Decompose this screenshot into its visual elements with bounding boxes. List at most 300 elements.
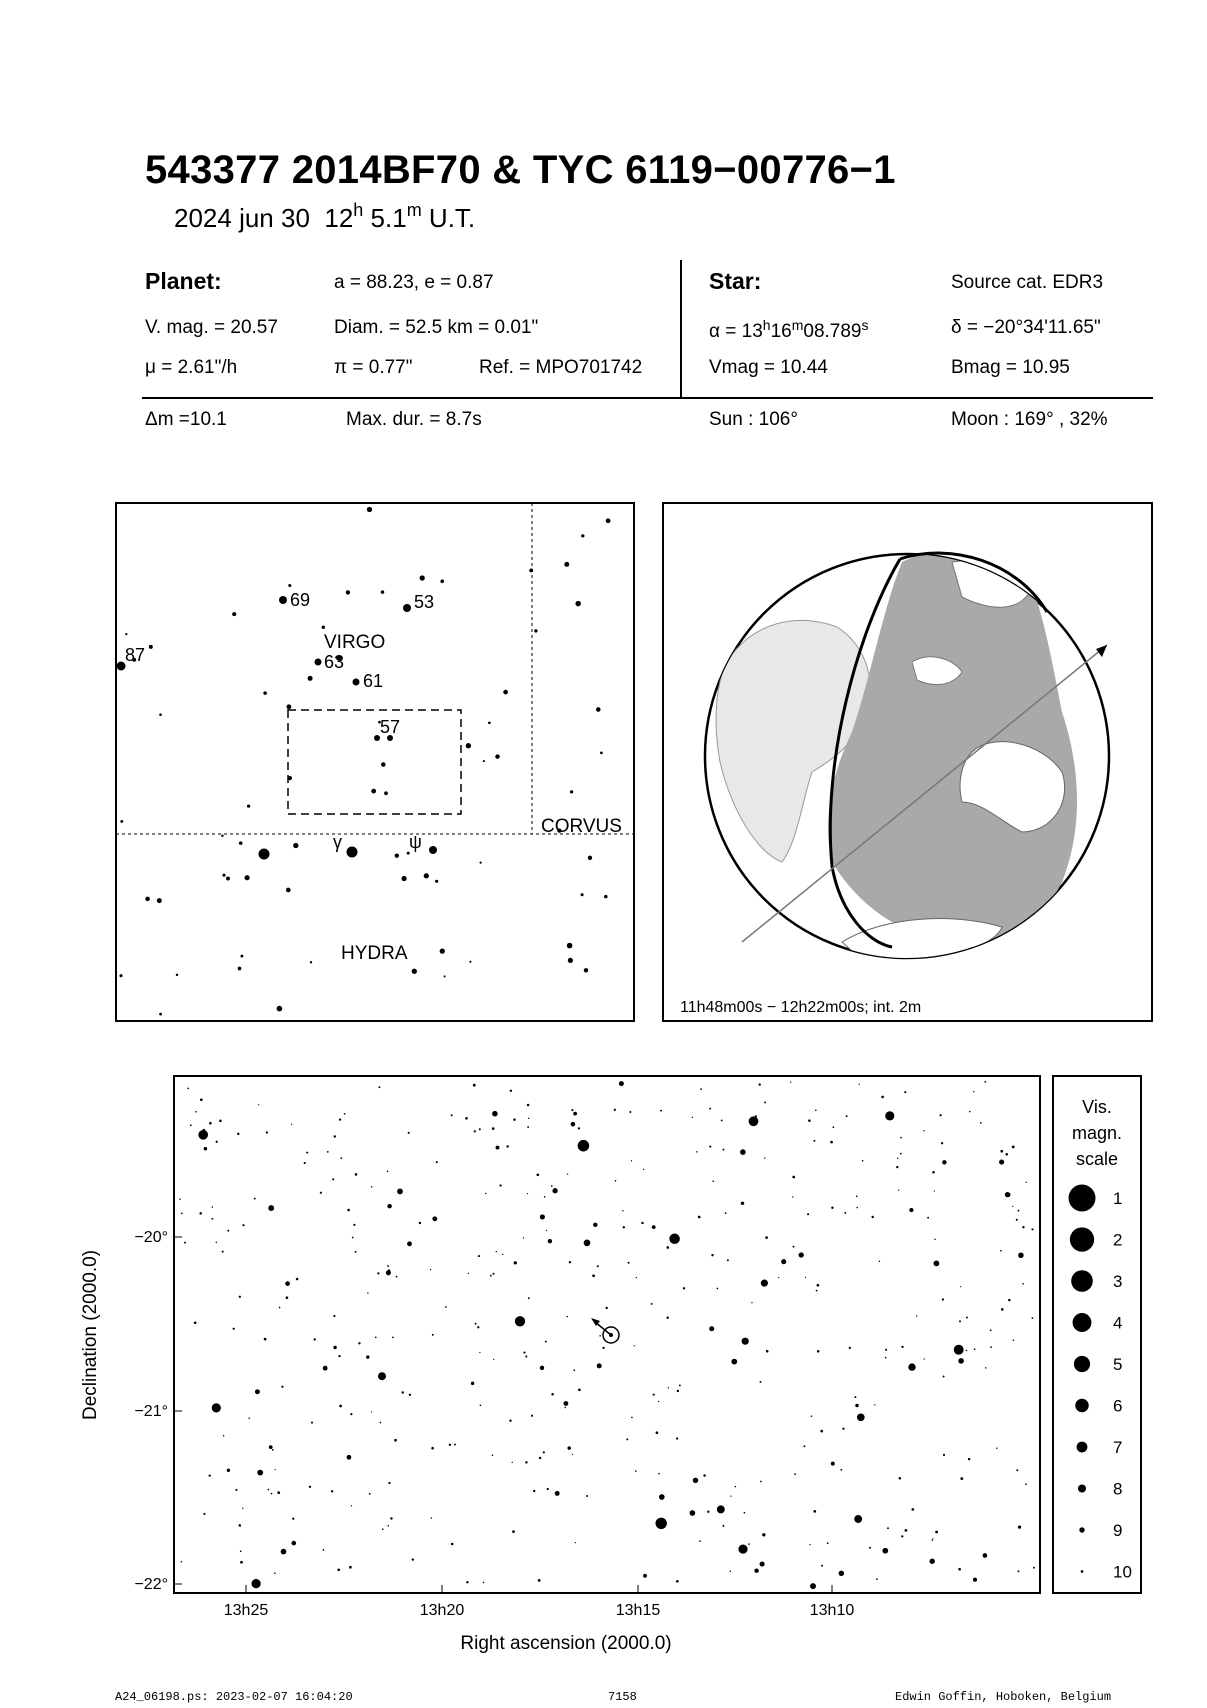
field-star — [882, 1548, 888, 1554]
field-star — [932, 1538, 933, 1539]
finder-star — [412, 969, 417, 974]
field-star — [658, 1473, 660, 1475]
finder-star — [381, 762, 385, 766]
finder-star — [503, 690, 508, 695]
field-star — [748, 1543, 750, 1545]
field-star — [855, 1404, 859, 1408]
planet-orbit: a = 88.23, e = 0.87 — [334, 272, 494, 293]
field-star — [233, 1328, 235, 1330]
finder-star — [120, 820, 123, 823]
field-star — [1022, 1226, 1024, 1228]
field-star — [602, 1347, 604, 1349]
field-star — [966, 1350, 968, 1352]
field-star — [355, 1251, 357, 1253]
field-star — [344, 1113, 346, 1115]
finder-star — [315, 659, 322, 666]
finder-star — [604, 895, 608, 899]
field-star — [578, 1127, 580, 1129]
field-star — [820, 1430, 823, 1433]
field-star — [1033, 1567, 1035, 1569]
finder-star — [232, 612, 236, 616]
field-star — [958, 1358, 964, 1364]
finder-star — [226, 877, 230, 881]
finder-star — [584, 968, 588, 972]
field-star — [523, 1352, 525, 1354]
field-star — [304, 1162, 306, 1164]
magnitude-label: 9 — [1113, 1521, 1123, 1540]
finder-star — [119, 974, 122, 977]
field-star — [980, 1122, 982, 1124]
field-star — [338, 1355, 340, 1357]
field-star — [275, 1469, 276, 1470]
field-star — [514, 1261, 517, 1264]
field-star — [350, 1413, 352, 1415]
field-star — [900, 1137, 902, 1139]
field-star — [629, 1111, 631, 1113]
field-star — [198, 1130, 208, 1140]
field-star — [339, 1405, 342, 1408]
field-star — [209, 1122, 212, 1125]
field-star — [548, 1239, 552, 1243]
field-star — [683, 1287, 685, 1289]
field-star — [436, 1161, 438, 1163]
field-star — [692, 1117, 693, 1118]
sun-elongation: Sun : 106° — [709, 409, 798, 430]
field-star — [668, 1387, 669, 1388]
table-vertical-divider — [680, 260, 682, 397]
ra-minutes: 16 — [770, 321, 792, 342]
field-star — [499, 1184, 501, 1186]
field-star — [277, 1491, 280, 1494]
field-star — [492, 1127, 495, 1130]
field-star — [546, 1230, 547, 1231]
y-tick-label: −22° — [134, 1576, 168, 1593]
field-star — [698, 1216, 701, 1219]
finder-star — [596, 707, 601, 712]
field-star — [696, 1151, 697, 1152]
field-star — [666, 1317, 668, 1319]
field-star — [985, 1367, 987, 1369]
hour-unit: h — [353, 200, 364, 220]
finder-star — [247, 804, 250, 807]
x-tick-label: 13h20 — [419, 1602, 465, 1619]
finder-star — [221, 835, 223, 837]
star-declination: δ = −20°34'11.65" — [951, 317, 1101, 338]
field-star — [496, 1251, 497, 1252]
field-star — [407, 1241, 412, 1246]
field-star — [334, 1135, 336, 1137]
field-star — [760, 1381, 762, 1383]
field-star — [840, 1469, 842, 1471]
field-star — [551, 1393, 554, 1396]
field-star — [958, 1568, 961, 1571]
field-star — [493, 1359, 494, 1360]
field-star — [547, 1488, 549, 1490]
field-star — [506, 1145, 508, 1147]
field-star — [340, 1157, 342, 1159]
field-star — [799, 1252, 804, 1257]
field-star — [390, 1517, 392, 1519]
field-star — [827, 1542, 829, 1544]
field-star — [631, 1417, 633, 1419]
field-star — [387, 1265, 389, 1267]
field-star — [815, 1110, 817, 1112]
field-star — [755, 1115, 757, 1117]
field-star — [219, 1120, 222, 1123]
field-star — [1032, 1317, 1034, 1319]
field-star — [528, 1118, 529, 1119]
field-star — [631, 1160, 632, 1161]
field-star — [564, 1407, 566, 1409]
finder-star — [466, 743, 471, 748]
field-star — [1016, 1469, 1018, 1471]
field-star — [567, 1446, 570, 1449]
field-star — [468, 1273, 469, 1274]
field-star — [555, 1491, 560, 1496]
field-star — [811, 1415, 813, 1417]
moon-info: Moon : 169° , 32% — [951, 409, 1108, 430]
magnitude-label: 8 — [1113, 1479, 1123, 1499]
field-star — [473, 1084, 476, 1087]
finder-star — [245, 875, 250, 880]
globe-time-caption: 11h48m00s − 12h22m00s; int. 2m — [680, 999, 922, 1016]
field-star — [711, 1254, 713, 1256]
field-star — [258, 1104, 259, 1105]
finder-star — [288, 584, 291, 587]
field-star — [709, 1146, 711, 1148]
field-star — [856, 1195, 858, 1197]
field-star — [614, 1109, 616, 1111]
field-star — [394, 1439, 397, 1442]
field-star — [641, 1222, 643, 1224]
finder-star — [238, 967, 242, 971]
field-star — [513, 1118, 516, 1121]
field-star — [255, 1389, 260, 1394]
field-star — [339, 1118, 341, 1120]
finder-star — [288, 776, 292, 780]
field-star — [760, 1481, 762, 1483]
field-star — [540, 1366, 544, 1370]
field-star — [578, 1140, 590, 1152]
field-star — [879, 1261, 880, 1262]
finder-star — [435, 880, 438, 883]
x-tick-label: 13h15 — [615, 1602, 661, 1619]
finder-star — [444, 975, 446, 977]
finder-star — [286, 704, 291, 709]
magnitude-label: 6 — [1113, 1396, 1123, 1416]
field-star — [451, 1543, 454, 1546]
field-star — [676, 1437, 678, 1439]
field-star — [349, 1566, 352, 1569]
field-star — [292, 1518, 294, 1520]
field-star — [216, 1242, 217, 1243]
ra-seconds: 08.789 — [803, 321, 862, 342]
field-star — [584, 1240, 591, 1247]
ra-hours: α = 13 — [709, 321, 763, 342]
constellation-corvus: CORVUS — [541, 816, 622, 837]
field-star — [412, 1558, 414, 1560]
field-star — [635, 1470, 637, 1472]
field-star — [856, 1207, 857, 1208]
field-star — [493, 1273, 495, 1275]
field-star — [731, 1359, 737, 1365]
field-star — [934, 1239, 935, 1240]
field-star — [540, 1214, 545, 1219]
star-label-57: 57 — [380, 717, 401, 737]
field-star — [465, 1117, 468, 1120]
finder-star — [469, 961, 471, 963]
field-star — [794, 1473, 796, 1475]
finder-star — [567, 943, 573, 949]
finder-star — [371, 789, 376, 794]
field-star — [274, 1572, 276, 1574]
field-star — [659, 1494, 665, 1500]
field-star — [876, 1578, 878, 1580]
max-duration: Max. dur. = 8.7s — [346, 409, 482, 430]
star-label-psi: ψ — [409, 832, 422, 852]
field-star — [887, 1527, 889, 1529]
field-star — [387, 1204, 391, 1208]
magnitude-dot — [1074, 1356, 1090, 1372]
field-star — [509, 1420, 511, 1422]
field-star — [817, 1284, 820, 1287]
magnitude-dot — [1073, 1313, 1092, 1332]
field-star — [1022, 1283, 1024, 1285]
field-star — [1012, 1146, 1015, 1149]
field-star — [1001, 1308, 1004, 1311]
field-star — [531, 1415, 533, 1417]
magnitude-dot — [1075, 1399, 1089, 1413]
field-star — [571, 1122, 576, 1127]
field-star — [846, 1115, 848, 1117]
field-star — [862, 1160, 864, 1162]
field-star — [854, 1515, 862, 1523]
finder-star — [310, 961, 312, 963]
field-star — [242, 1508, 243, 1509]
field-star — [184, 1242, 186, 1244]
field-star — [932, 1171, 935, 1174]
field-star — [309, 1486, 311, 1488]
field-star — [291, 1124, 292, 1125]
field-star — [606, 1307, 608, 1309]
field-star — [479, 1128, 481, 1130]
finder-star — [240, 955, 243, 958]
field-star — [735, 1486, 737, 1488]
planet-vmag: V. mag. = 20.57 — [145, 317, 278, 338]
star-header: Star: — [709, 268, 762, 294]
event-minute: 5.1 — [370, 203, 407, 233]
field-star — [831, 1462, 835, 1466]
finder-star — [346, 590, 350, 594]
field-star — [199, 1212, 202, 1215]
field-star — [764, 1157, 765, 1158]
field-star — [908, 1363, 915, 1370]
field-star — [527, 1193, 528, 1194]
planet-motion: μ = 2.61"/h — [145, 357, 238, 378]
field-star — [543, 1451, 545, 1453]
field-star — [291, 1541, 296, 1546]
field-star — [623, 1226, 625, 1228]
field-star — [816, 1290, 818, 1292]
field-star — [227, 1469, 230, 1472]
star-label-53: 53 — [414, 592, 435, 612]
star-label-61: 61 — [363, 671, 384, 691]
field-star — [885, 1111, 894, 1120]
finder-star — [322, 626, 325, 629]
field-star — [911, 1508, 914, 1511]
finder-star — [529, 568, 533, 572]
field-star — [254, 1198, 256, 1200]
field-star — [569, 1261, 571, 1263]
finder-star — [145, 897, 150, 902]
magnitude-dot — [1077, 1442, 1088, 1453]
field-star — [492, 1454, 494, 1456]
field-star — [449, 1444, 451, 1446]
field-star — [490, 1275, 492, 1277]
field-star — [904, 1091, 906, 1093]
field-star — [572, 1454, 573, 1455]
field-star — [573, 1112, 577, 1116]
field-star — [943, 1454, 945, 1456]
field-star — [492, 1111, 498, 1117]
field-star — [941, 1142, 943, 1144]
star-vmag: Vmag = 10.44 — [709, 357, 828, 378]
magnitude-drop: Δm =10.1 — [145, 409, 227, 430]
finder-star — [407, 852, 410, 855]
field-star — [643, 1169, 644, 1170]
field-star — [527, 1126, 529, 1128]
finder-star — [420, 575, 425, 580]
field-star — [1025, 1483, 1027, 1485]
field-star — [916, 1315, 917, 1316]
field-star — [502, 1254, 503, 1255]
field-star — [597, 1265, 599, 1267]
magnitude-label: 4 — [1113, 1313, 1123, 1333]
field-star — [567, 1173, 568, 1174]
field-star — [881, 1096, 884, 1099]
field-star — [512, 1530, 515, 1533]
finder-star — [347, 847, 358, 858]
field-star — [615, 1180, 617, 1182]
x-axis-label: Right ascension (2000.0) — [460, 1633, 672, 1654]
field-star — [223, 1435, 225, 1437]
field-star — [432, 1334, 434, 1336]
finder-star — [581, 534, 584, 537]
field-star — [248, 1418, 249, 1419]
finder-star — [286, 888, 291, 893]
detail-star-chart — [70, 1075, 1170, 1675]
field-star — [1018, 1210, 1020, 1212]
finder-star — [125, 633, 127, 635]
field-star — [974, 1348, 976, 1350]
field-star — [306, 1152, 308, 1154]
field-star — [242, 1224, 244, 1226]
field-star — [990, 1329, 992, 1331]
magnitude-dot — [1071, 1270, 1093, 1292]
field-star — [792, 1196, 793, 1197]
field-star — [730, 1495, 731, 1496]
field-star — [268, 1205, 274, 1211]
field-star — [408, 1132, 410, 1134]
finder-star — [575, 601, 580, 606]
field-star — [653, 1394, 655, 1396]
field-star — [571, 1109, 573, 1111]
field-star — [940, 1114, 942, 1116]
field-star — [333, 1315, 335, 1317]
field-star — [935, 1531, 938, 1534]
field-star — [652, 1225, 656, 1229]
finder-star — [403, 604, 411, 612]
field-star — [536, 1173, 539, 1176]
field-star — [187, 1088, 189, 1090]
field-star — [709, 1108, 711, 1110]
finder-star — [424, 873, 429, 878]
field-star — [563, 1401, 568, 1406]
field-star — [897, 1158, 898, 1159]
star-bmag: Bmag = 10.95 — [951, 357, 1070, 378]
field-star — [323, 1366, 328, 1371]
field-star — [869, 1547, 871, 1549]
ra-h-unit: h — [762, 317, 771, 333]
footer-file: A24_06198.ps: 2023-02-07 16:04:20 — [115, 1690, 353, 1704]
field-star — [212, 1206, 214, 1208]
field-star — [849, 1347, 851, 1349]
field-star — [239, 1296, 241, 1298]
field-star — [749, 1116, 759, 1126]
star-source-catalog: Source cat. EDR3 — [951, 272, 1104, 293]
finder-star — [367, 507, 372, 512]
field-star — [658, 1401, 659, 1402]
field-star — [240, 1550, 242, 1552]
field-star — [538, 1579, 541, 1582]
field-star — [751, 1302, 752, 1303]
field-star — [968, 1458, 970, 1460]
finder-star — [159, 1013, 162, 1016]
magnitude-label: 2 — [1113, 1230, 1123, 1250]
finder-star — [353, 679, 360, 686]
finder-star — [159, 713, 162, 716]
x-tick-label: 13h25 — [223, 1602, 269, 1619]
field-star — [712, 1180, 714, 1182]
field-star — [552, 1188, 557, 1193]
field-star — [759, 1083, 761, 1085]
y-tick-label: −21° — [134, 1403, 168, 1420]
finder-star — [429, 846, 437, 854]
field-star — [676, 1580, 679, 1583]
field-star — [523, 1237, 524, 1238]
field-star — [896, 1166, 898, 1168]
finder-star — [176, 974, 178, 976]
finder-star — [600, 752, 603, 755]
field-star — [690, 1510, 696, 1516]
field-star — [803, 1445, 805, 1447]
field-star — [227, 1230, 229, 1232]
field-star — [380, 1422, 382, 1424]
field-star — [479, 1352, 480, 1353]
ra-s-unit: s — [861, 317, 869, 333]
field-star — [927, 1217, 929, 1219]
field-star — [817, 1350, 820, 1353]
field-star — [269, 1445, 273, 1449]
finder-star — [308, 676, 313, 681]
field-star — [327, 1151, 329, 1153]
field-star — [669, 1234, 680, 1245]
field-star — [419, 1222, 421, 1224]
field-star — [451, 1114, 453, 1116]
field-star — [567, 1316, 568, 1317]
event-title: 543377 2014BF70 & TYC 6119−00776−1 — [145, 148, 896, 192]
field-star — [181, 1561, 183, 1563]
